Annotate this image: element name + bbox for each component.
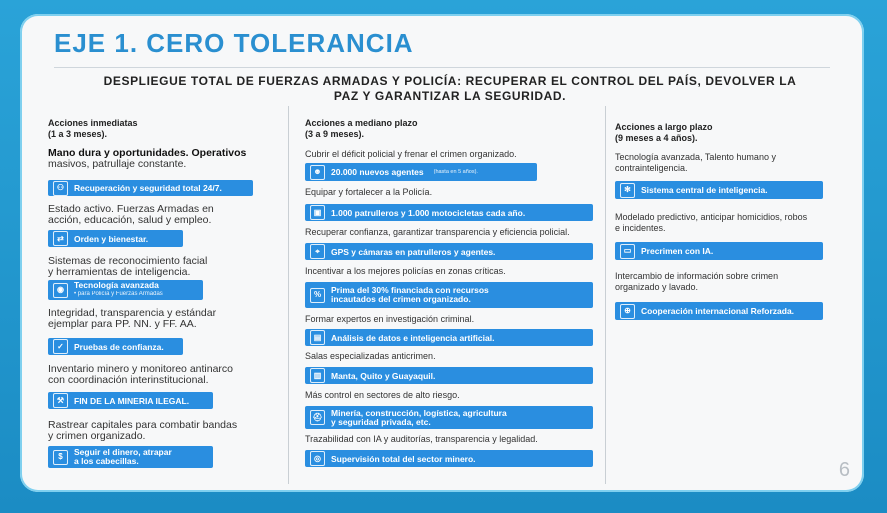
text-block: [48, 308, 283, 330]
button-label: Manta, Quito y Guayaquil.: [331, 370, 436, 381]
monitor-icon: ▭: [620, 244, 635, 259]
text-line: acción, educación, salud y empleo.: [48, 214, 212, 226]
text-line: Trazabilidad con IA y auditorías, transparencia y legalidad.: [305, 434, 538, 444]
button-label: Prima del 30% financiada con recursos: [331, 285, 489, 295]
text-line: Recuperar confianza, garantizar transparencia y eficiencia policial.: [305, 227, 570, 237]
pruebas-confianza-button[interactable]: [48, 338, 183, 355]
button-note: (hasta en 5 años).: [433, 169, 478, 175]
slide-title: EJE 1. CERO TOLERANCIA: [54, 28, 414, 58]
heading-line: Acciones a largo plazo: [615, 122, 713, 132]
column-heading: [615, 122, 713, 144]
seguir-dinero-button[interactable]: [48, 446, 213, 468]
button-label: Precrimen con IA.: [641, 246, 714, 256]
column-heading: [305, 118, 418, 140]
text-line: organizado y lavado.: [615, 282, 699, 292]
text-block: [48, 420, 283, 442]
supervision-minera-button[interactable]: [305, 450, 593, 467]
button-label: Minería, construcción, logística, agricultura: [331, 407, 507, 418]
globe-icon: ⊕: [620, 304, 635, 319]
people-icon: ⚇: [53, 181, 68, 196]
text-line: Estado activo. Fuerzas Armadas en: [48, 203, 214, 215]
text-line: Formar expertos en investigación criminal.: [305, 314, 475, 324]
text-line: Más control en sectores de alto riesgo.: [305, 390, 460, 400]
column-medium-term: [305, 106, 605, 480]
intro-bold: Mano dura y oportunidades. Operativos: [48, 147, 247, 159]
text-line: y crimen organizado.: [48, 430, 146, 442]
button-label: Recuperación y seguridad total 24/7.: [74, 183, 222, 193]
building-icon: ▥: [310, 368, 325, 383]
sistema-inteligencia-button[interactable]: [615, 181, 823, 199]
sectores-riesgo-button[interactable]: [305, 406, 593, 429]
heading-line: Acciones inmediatas: [48, 118, 138, 128]
percent-icon: %: [310, 288, 325, 303]
orden-bienestar-button[interactable]: [48, 230, 183, 247]
text-line: Cubrir el déficit policial y frenar el crimen organizado.: [305, 149, 517, 159]
handshake-icon: ⇄: [53, 231, 68, 246]
text-line: Intercambio de información sobre crimen: [615, 271, 779, 281]
agent-icon: ☻: [310, 165, 325, 180]
text-line: Tecnología avanzada, Talento humano y: [615, 152, 776, 162]
text-line: Sistemas de reconocimiento facial: [48, 255, 208, 267]
shield-check-icon: ✓: [53, 339, 68, 354]
button-label: Pruebas de confianza.: [74, 341, 164, 352]
tecnologia-avanzada-button[interactable]: [48, 280, 203, 300]
fin-mineria-button[interactable]: [48, 392, 213, 409]
gps-camaras-button[interactable]: [305, 243, 593, 260]
analisis-datos-button[interactable]: [305, 329, 593, 346]
page-number: 6: [838, 459, 850, 481]
button-label: Seguir el dinero, atrapar: [74, 447, 172, 457]
button-label: Cooperación internacional Reforzada.: [641, 306, 795, 316]
text-line: con coordinación interinstitucional.: [48, 374, 209, 386]
heading-line: (9 meses a 4 años).: [615, 133, 698, 143]
slide-subtitle: DESPLIEGUE TOTAL DE FUERZAS ARMADAS Y POLICÍA: RECUPERAR EL CONTROL DEL PAÍS, DEVOLVER LA PAZ Y GARANTIZAR LA SEGURIDAD.: [103, 74, 797, 103]
text-block: [615, 152, 855, 174]
nuevos-agentes-button[interactable]: [305, 163, 537, 181]
column-divider: [605, 106, 606, 484]
gps-icon: ⌖: [310, 244, 325, 259]
ciudades-button[interactable]: [305, 367, 593, 384]
button-label: a los cabecillas.: [74, 456, 139, 466]
title-divider: [54, 67, 830, 68]
prima-button[interactable]: [305, 282, 593, 308]
car-icon: ▣: [310, 205, 325, 220]
text-line: Inventario minero y monitoreo antinarco: [48, 363, 234, 375]
column-long-term: [613, 106, 858, 480]
button-label: Análisis de datos e inteligencia artificial.: [331, 332, 495, 343]
button-label: incautados del crimen organizado.: [331, 294, 471, 304]
patrulleros-button[interactable]: [305, 204, 593, 221]
button-label: y seguridad privada, etc.: [331, 416, 431, 427]
button-label: GPS y cámaras en patrulleros y agentes.: [331, 246, 496, 257]
button-label: 20.000 nuevos agentes: [331, 167, 424, 177]
text-block: [615, 271, 855, 293]
text-line: Modelado predictivo, anticipar homicidios, robos: [615, 212, 808, 222]
text-line: e incidentes.: [615, 223, 666, 233]
camera-icon: ◉: [53, 283, 68, 298]
button-sublabel: • para Policía y Fuerzas Armadas: [74, 291, 163, 297]
cooperacion-button[interactable]: [615, 302, 823, 320]
text-line: Incentivar a los mejores policías en zonas críticas.: [305, 266, 506, 276]
hardhat-icon: ⛑: [310, 410, 325, 425]
recuperacion-button[interactable]: [48, 180, 253, 196]
text-line: y herramientas de inteligencia.: [48, 266, 191, 278]
text-block: [48, 256, 283, 278]
chart-icon: ▤: [310, 330, 325, 345]
money-icon: $: [53, 450, 68, 465]
button-label: Orden y bienestar.: [74, 233, 149, 244]
text-line: contrainteligencia.: [615, 163, 688, 173]
text-line: ejemplar para PP. NN. y FF. AA.: [48, 318, 197, 330]
eye-icon: ◎: [310, 451, 325, 466]
button-label: Supervisión total del sector minero.: [331, 453, 476, 464]
heading-line: (1 a 3 meses).: [48, 129, 108, 139]
heading-line: (3 a 9 meses).: [305, 129, 365, 139]
button-label: FIN DE LA MINERIA ILEGAL.: [74, 395, 190, 406]
text-line: Rastrear capitales para combatir bandas: [48, 419, 238, 431]
network-icon: ✻: [620, 183, 635, 198]
text-line: Equipar y fortalecer a la Policía.: [305, 187, 433, 197]
column-divider: [288, 106, 289, 484]
intro-text: [48, 148, 283, 170]
intro-rest: masivos, patrullaje constante.: [48, 158, 187, 170]
slide: [20, 14, 864, 492]
button-label: Sistema central de inteligencia.: [641, 185, 768, 195]
text-block: [48, 204, 283, 226]
button-label: Tecnología avanzada: [74, 280, 159, 290]
column-heading: [48, 118, 138, 140]
mine-icon: ⚒: [53, 393, 68, 408]
text-line: Integridad, transparencia y estándar: [48, 307, 217, 319]
column-immediate: [32, 106, 282, 480]
heading-line: Acciones a mediano plazo: [305, 118, 418, 128]
precrimen-button[interactable]: [615, 242, 823, 260]
button-label: 1.000 patrulleros y 1.000 motocicletas cada año.: [331, 207, 526, 218]
text-block: [615, 212, 855, 234]
text-block: [48, 364, 283, 386]
text-line: Salas especializadas anticrimen.: [305, 351, 436, 361]
